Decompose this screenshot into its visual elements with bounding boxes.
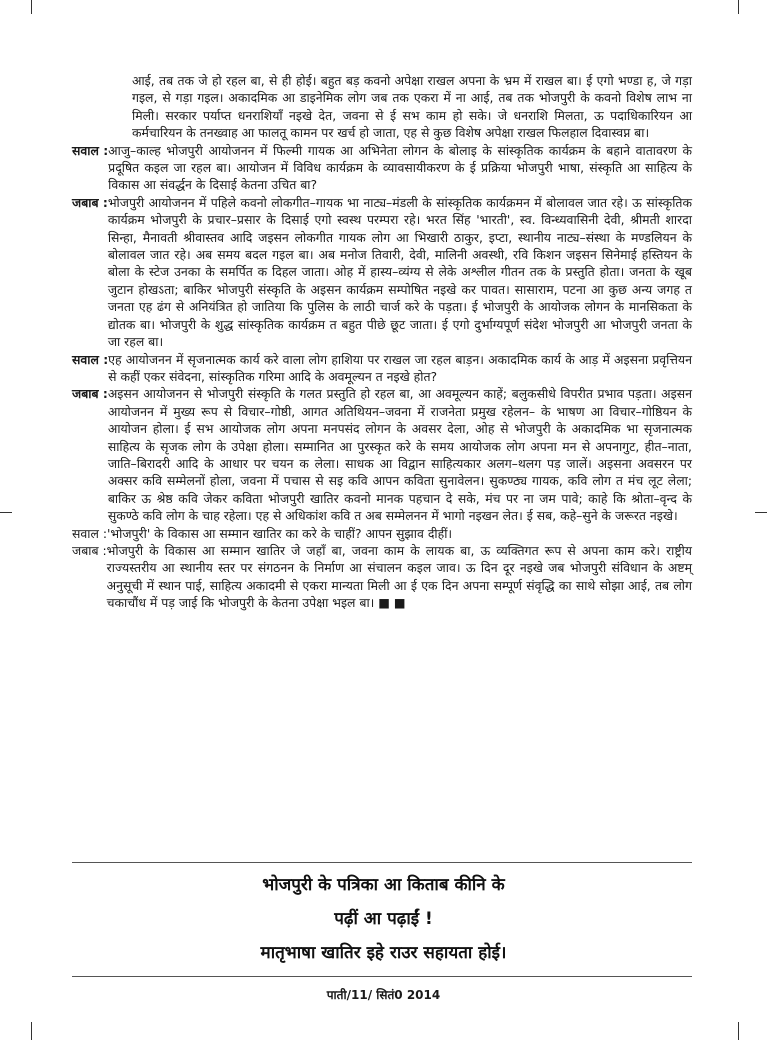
- qa-item: [72, 194, 692, 351]
- qa-label: सवाल :: [72, 142, 109, 158]
- crop-mark: [738, 0, 739, 14]
- qa-label: सवाल :: [72, 351, 109, 367]
- qa-label: जबाब :: [72, 542, 107, 558]
- qa-text: भोजपुरी के विकास आ सम्मान खातिर जे जहाँ बा, जवना काम के लायक बा, ऊ व्यक्तिगत रूप से अपना काम करे। राष्ट्रीय राज्यस्तरीय आ स्थानीय स्तर पर संगठनन के निर्माण आ संचालन कइल जाव। ऊ दिन दूर नइखे जब भोजपुरी संविधान के अष्टम् अनुसूची में स्थान पाई, साहित्य अकादमी से एकरा मान्यता मिली आ ई एक दिन अपना सम्पूर्ण संवृद्धि का साथे सोझा आई, तब लोग चकाचौंध में पड़ जाई कि भोजपुरी के केतना उपेक्षा भइल बा। ■ ■: [106, 542, 692, 611]
- crop-mark: [738, 1022, 739, 1040]
- qa-text: आजु–काल्ह भोजपुरी आयोजनन में फिल्मी गायक आ अभिनेता लोगन के बोलाइ के सांस्कृतिक कार्यक्रम के बहाने वातावरण के प्रदूषित कइल जा रहल बा। आयोजन में विविध कार्यक्रम के व्यावसायीकरण के ई प्रक्रिया भोजपुरी भाषा, संस्कृति आ साहित्य के विकास आ संवर्द्धन के दिसाई केतना उचित बा?: [108, 142, 692, 193]
- banner-line-1: भोजपुरी के पत्रिका आ किताब कीनि के: [262, 875, 505, 895]
- qa-text: एह आयोजनन में सृजनात्मक कार्य करे वाला लोग हाशिया पर राखल जा रहल बाड़न। अकादमिक कार्य के आड़ में अइसना प्रवृत्तियन से कहीं एकर संवेदना, सांस्कृतिक गरिमा आदि के अवमूल्यन त नइखे होत?: [108, 351, 692, 384]
- qa-item: [72, 142, 692, 194]
- qa-item: [72, 525, 692, 542]
- crop-mark: [755, 512, 767, 513]
- article-body: [72, 72, 692, 612]
- qa-item: [72, 351, 692, 386]
- page-footer: पाती/11/ सितं0 2014: [326, 988, 441, 1002]
- divider: [72, 862, 692, 863]
- qa-label: सवाल :: [72, 525, 107, 541]
- banner-line-3: मातृभाषा खातिर इहे राउर सहायता होई।: [260, 943, 507, 963]
- divider: [72, 976, 692, 977]
- qa-text: अइसन आयोजनन से भोजपुरी संस्कृति के गलत प्रस्तुति हो रहल बा, आ अवमूल्यन काहें; बलुकसीधे विपरीत प्रभाव पड़ता। अइसन आयोजनन में मुख्य रूप से विचार–गोष्ठी, आगत अतिथियन–जवना में राजनेता प्रमुख रहेलन– के भाषण आ विचार–गोष्ठियन के आयोजन होला। ई सभ आयोजक लोग अपना मनपसंद लोगन के अवसर देला, ओह से भोजपुरी के अकादमिक भा सृजनात्मक साहित्य के सृजक लोग के उपेक्षा होला। सम्मानित आ पुरस्कृत करे के समय आयोजक लोग अपना मन से अपनागुट, हीत–नाता, जाति–बिरादरी आदि के आधार पर चयन क लेला। साधक आ विद्वान साहित्यकार अलग–थलग पड़ जालें। अइसना अवसरन पर अक्सर कवि सम्मेलनों होला, जवना में पचास से सइ कवि आपन कविता सुनावेलन। सुकण्ठ्य गायक, कवि लोग त मंच लूट लेला; बाकिर ऊ श्रेष्ठ कवि जेकर कविता भोजपुरी खातिर कवनो मानक पहचान दे सके, मंच पर ना जम पावे; काहे कि श्रोता–वृन्द के सुकण्ठे कवि लोग के चाह रहेला। एह से अधिकांश कवि त अब सम्मेलनन में भागो नइखन लेत। ई सब, कहे–सुने के जरूरत नइखे।: [107, 386, 692, 524]
- qa-item: [72, 542, 692, 612]
- banner-line-2: पढ़ीं आ पढ़ाईं !: [334, 909, 433, 929]
- qa-label: जबाब :: [72, 386, 108, 402]
- qa-text: भोजपुरी आयोजनन में पहिले कवनो लोकगीत–गायक भा नाट्य–मंडली के सांस्कृतिक कार्यक्रमन में बोलावल जात रहे। ऊ सांस्कृतिक कार्यक्रम भोजपुरी के प्रचार–प्रसार के दिसाई एगो स्वस्थ परम्परा रहे। भरत सिंह 'भारती', स्व. विन्ध्यवासिनी देवी, श्रीमती शारदा सिन्हा, मैनावती श्रीवास्तव आदि जइसन लोकगीत गायक लोग आ भिखारी ठाकुर, इप्टा, स्थानीय नाट्य–संस्था के मण्डलियन के बोलावल जात रहे। अब समय बदल गइल बा। अब मनोज तिवारी, देवी, मालिनी अवस्थी, रवि किशन जइसन सिनेमाई हस्तियन के बोला के स्टेज उनका के समर्पित क दिहल जाता। ओह में हास्य–व्यंग्य से लेके अश्लील गीतन तक के प्रस्तुति होता। जनता के खूब जुटान होखऽता; बाकिर भोजपुरी संस्कृति के अइसन कार्यक्रम सम्पोषित नइखे कर पावत। सासाराम, पटना आ कुछ अन्य जगह त जनता एह ढंग से अनियंत्रित हो जातिया कि पुलिस के लाठी चार्ज करे के पड़ता। ई भोजपुरी के आयोजक लोगन के मानसिकता के द्योतक बा। भोजपुरी के शुद्ध सांस्कृतिक कार्यक्रम त बहुत पीछे छूट जाता। ई एगो दुर्भाग्यपूर्ण संदेश भोजपुरी आ भोजपुरी जनता के जा रहल बा।: [107, 194, 692, 350]
- crop-mark: [31, 0, 32, 14]
- intro-paragraph: आई, तब तक जे हो रहल बा, से ही होई। बहुत बड़ कवनो अपेक्षा राखल अपना के भ्रम में राखल बा। ई एगो भण्डा ह, जे गड़ा गइल, से गड़ा गइल। अकादमिक आ डाइनेमिक लोग जब तक एकरा में ना आई, तब तक भोजपुरी के कवनो विशेष लाभ ना मिली। सरकार पर्याप्त धनराशियाँ नइखे देत, जवना से ई सभ काम हो सके। जे धनराशि मिलता, ऊ पदाधिकारियन आ कर्मचारियन के तनख्वाह आ फालतू कामन पर खर्च हो जाता, एह से कुछ विशेष अपेक्षा राखल फिलहाल दिवास्वप्न बा।: [132, 73, 692, 141]
- crop-mark: [31, 1022, 32, 1040]
- qa-item: [72, 385, 692, 524]
- crop-mark: [0, 512, 12, 513]
- qa-text: 'भोजपुरी' के विकास आ सम्मान खातिर का करे के चाहीं? आपन सुझाव दीहीं।: [107, 525, 453, 541]
- qa-label: जबाब :: [72, 194, 108, 210]
